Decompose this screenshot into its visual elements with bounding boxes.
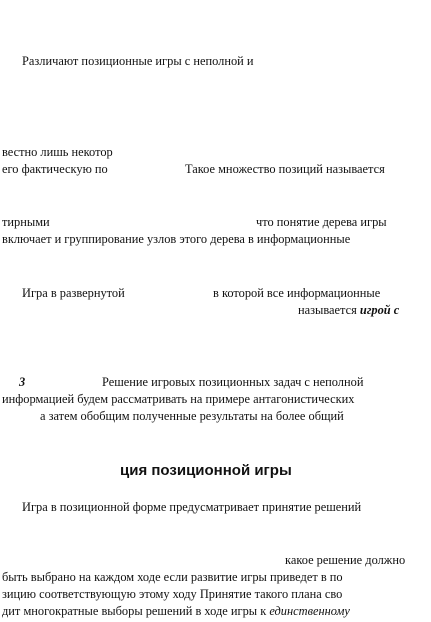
section-heading: ция позиционной игры [120, 462, 292, 479]
text-line: а затем обобщим полученные результаты на более общий [40, 409, 344, 423]
text-line: информацией будем рассматривать на примере антагонистических [2, 392, 355, 406]
emphasized-term: игрой с [359, 303, 400, 317]
text-line: включает и группирование узлов этого дерева в информационные [2, 232, 351, 246]
text-fragment: дит многократные выборы решений в ходе игры к [2, 604, 267, 618]
text-line: Такое множество позиций называется [185, 162, 385, 176]
text-line: Решение игровых позиционных задач с неполной [102, 375, 364, 389]
text-line: какое решение должно [285, 553, 406, 567]
text-fragment: называется [298, 303, 357, 317]
text-line: быть выбрано на каждом ходе если развитие игры приведет в по [2, 570, 343, 584]
text-line [298, 303, 399, 318]
text-line: в которой все информационные [213, 286, 381, 300]
text-line: что понятие дерева игры [256, 215, 387, 229]
text-line [2, 604, 350, 619]
text-line: тирными [2, 215, 50, 229]
text-line: Игра в позиционной форме предусматривает принятие решений [22, 500, 362, 514]
text-line: Игра в развернутой [22, 286, 125, 300]
text-line: его фактическую по [2, 162, 108, 176]
text-line: вестно лишь некотор [2, 145, 113, 159]
emphasized-term: единственному [269, 604, 350, 618]
text-line: зицию соответствующую этому ходу Принятие такого плана сво [2, 587, 343, 601]
text-line: Различают позиционные игры с неполной и [22, 54, 254, 68]
text-line: 3 [19, 375, 26, 389]
